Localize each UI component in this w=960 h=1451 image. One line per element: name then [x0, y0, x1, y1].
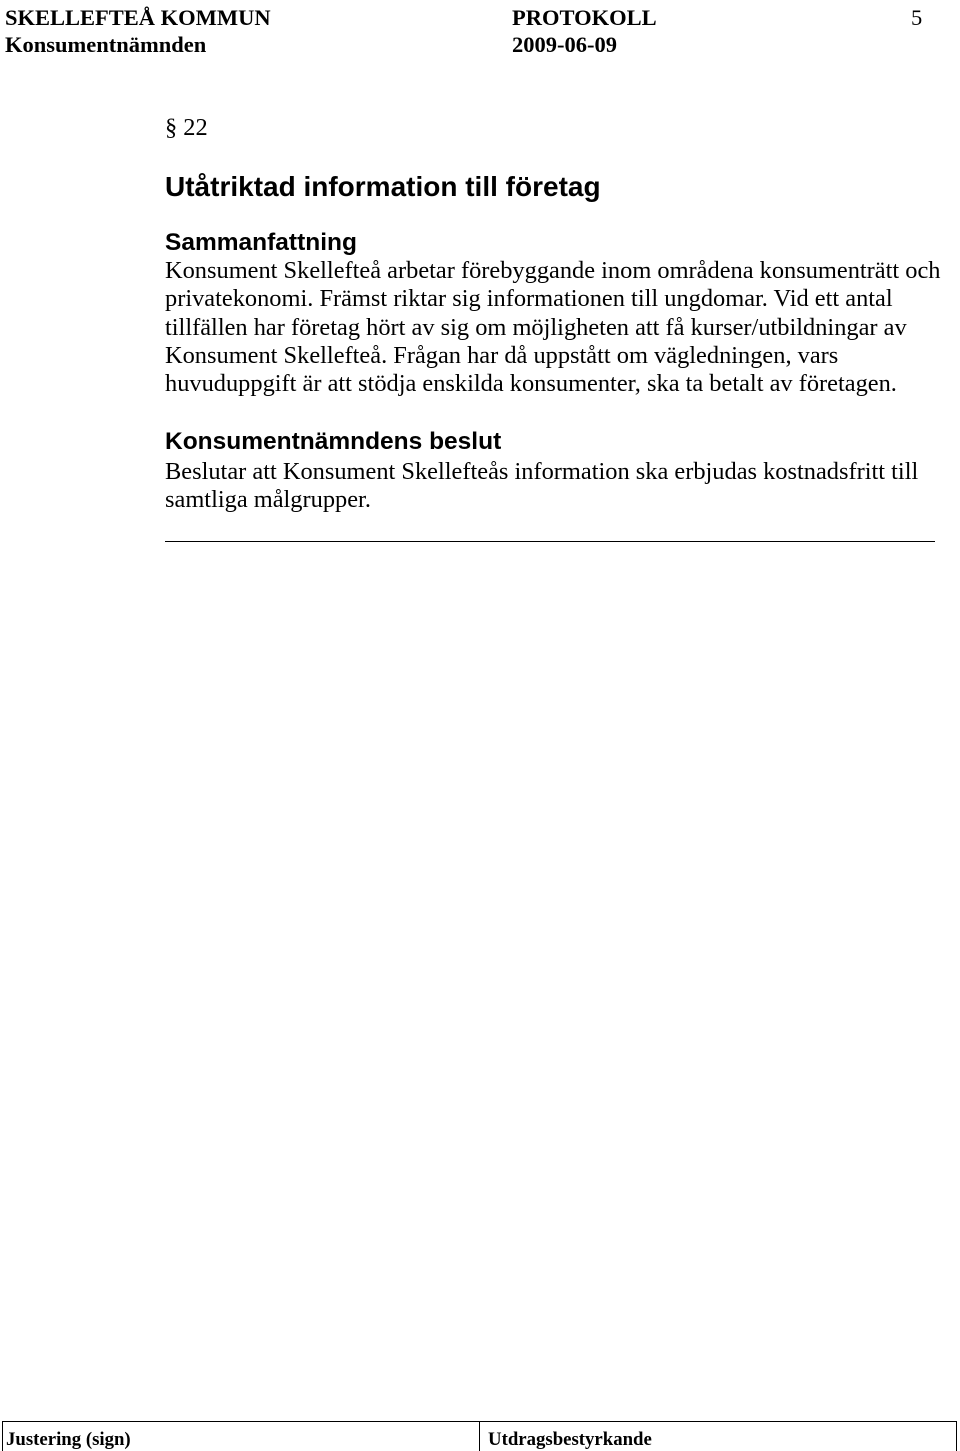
- committee-name: Konsumentnämnden: [5, 32, 207, 57]
- page-number: 5: [911, 5, 923, 30]
- section-title: Utåtriktad information till företag: [165, 171, 601, 202]
- utdragsbestyrkande-label: Utdragsbestyrkande: [488, 1429, 652, 1450]
- footer-divider: [479, 1422, 480, 1451]
- closing-rule: [165, 541, 935, 542]
- meeting-date: 2009-06-09: [512, 32, 617, 57]
- signature-footer: [2, 1421, 957, 1451]
- document-type: PROTOKOLL: [512, 5, 657, 30]
- summary-text: Konsument Skellefteå arbetar förebyggande inom områdena konsumenträtt och privatekonomi. Främst riktar sig informationen till ungdomar. Vid ett antal tillfällen har företag hört av sig om möjligheten att få kurser/utbildningar av Konsument Skellefteå. Frågan har då uppstått om vägledningen, vars huvuduppgift är att stödja enskilda konsumenter, ska ta betalt av företagen.: [165, 257, 941, 397]
- justering-label: Justering (sign): [6, 1429, 131, 1450]
- decision-text: Beslutar att Konsument Skellefteås information ska erbjudas kostnadsfritt till samtliga målgrupper.: [165, 458, 919, 514]
- organization-name: SKELLEFTEÅ KOMMUN: [5, 5, 271, 30]
- paragraph-number: § 22: [165, 114, 208, 141]
- summary-heading: Sammanfattning: [165, 229, 357, 256]
- decision-heading: Konsumentnämndens beslut: [165, 428, 502, 455]
